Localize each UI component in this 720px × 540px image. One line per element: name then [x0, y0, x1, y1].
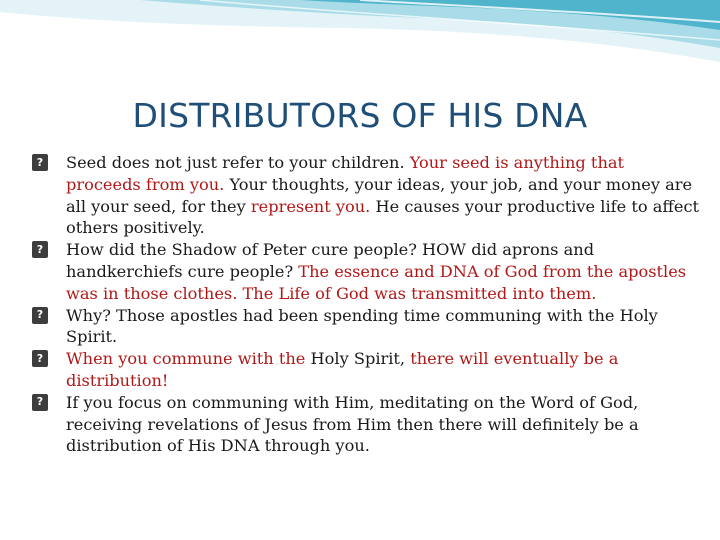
bullet-text: If you focus on communing with Him, meditating on the Word of God, receiving revelations of Jesus from Him then there will definitely be a distribution of His DNA through you. — [66, 392, 639, 456]
bullet-list — [30, 152, 700, 457]
bullet-text: Why? Those apostles had been spending time communing with the Holy Spirit. — [66, 305, 658, 347]
slide-title: DISTRIBUTORS OF HIS DNA — [132, 96, 588, 135]
bullet-text-emphasis: there will eventually be a distribution! — [66, 349, 619, 390]
bullet-item — [30, 392, 700, 457]
bullet-text: How did the Shadow of Peter cure people? HOW did aprons and handkerchiefs cure people? — [66, 240, 595, 281]
bullet-item — [30, 239, 700, 304]
bullet-text-emphasis: The essence and DNA of God from the apostles was in those clothes. The Life of God was transmitted into them. — [66, 261, 687, 303]
bullet-item — [30, 305, 700, 349]
replacement-character-icon: ? — [32, 394, 48, 411]
bullet-text: Holy Spirit, — [310, 349, 406, 369]
bullet-text: Your thoughts, your ideas, your job, and your money are all your seed, for they — [66, 174, 693, 216]
bullet-item — [30, 152, 700, 239]
bullet-text: Seed does not just refer to your children. — [66, 153, 410, 172]
replacement-character-icon: ? — [32, 307, 48, 324]
header-wave-decoration — [0, 0, 720, 80]
bullet-text-emphasis: represent you. — [250, 196, 371, 216]
bullet-text-emphasis: Your seed is anything that proceeds from you. — [66, 153, 625, 194]
replacement-character-icon: ? — [32, 350, 48, 367]
replacement-character-icon: ? — [32, 241, 48, 258]
replacement-character-icon: ? — [32, 154, 48, 171]
bullet-text: He causes your productive life to affect others positively. — [66, 196, 700, 238]
bullet-text-emphasis: When you commune with the — [66, 349, 311, 369]
bullet-item — [30, 348, 700, 392]
